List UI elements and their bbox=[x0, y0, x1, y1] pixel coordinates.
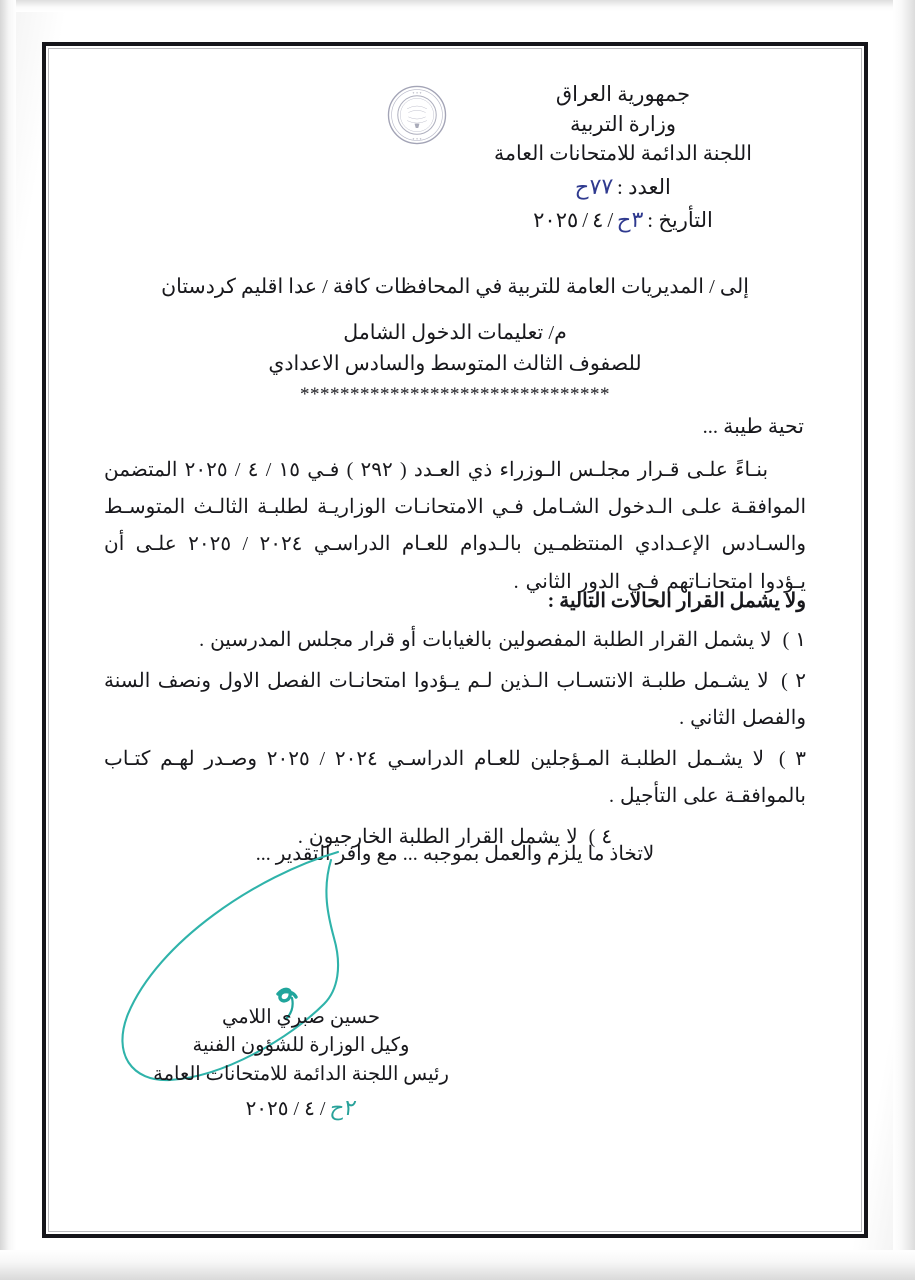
document-date-year: ٢٠٢٥ bbox=[533, 207, 579, 232]
list-item-number: ٤ ) bbox=[588, 825, 613, 848]
document-date-month: ٤ bbox=[592, 207, 604, 232]
signature-date-day: ٢ح bbox=[328, 1095, 359, 1121]
list-item bbox=[104, 741, 806, 814]
date-separator-2: / bbox=[582, 207, 589, 232]
svg-text:✦ ✦ ✦: ✦ ✦ ✦ bbox=[412, 90, 422, 95]
document-content-area bbox=[46, 46, 864, 1234]
addressee-line: إلى / المديريات العامة للتربية في المحافظات كافة / عدا اقليم كردستان bbox=[161, 276, 749, 298]
letterhead-committee: اللجنة الدائمة للامتحانات العامة bbox=[494, 142, 752, 165]
exceptions-list bbox=[104, 622, 806, 860]
signatory-title-1: وكيل الوزارة للشؤون الفنية bbox=[192, 1035, 410, 1057]
star-separator: ******************************* bbox=[300, 383, 610, 405]
list-item bbox=[104, 622, 806, 658]
signature-date-row bbox=[146, 1093, 456, 1125]
signatory-name: حسين صبري اللامي bbox=[221, 1007, 381, 1028]
reference-number-row bbox=[408, 172, 838, 203]
signature-date-separator-2: / bbox=[293, 1097, 300, 1120]
paper-edge-right bbox=[893, 0, 915, 1280]
subject-block bbox=[110, 318, 800, 409]
ministry-seal-icon bbox=[386, 84, 448, 146]
subject-line-2: للصفوف الثالث المتوسط والسادس الاعدادي bbox=[268, 352, 642, 375]
date-separator-1: / bbox=[607, 207, 614, 232]
letterhead-ministry: وزارة التربية bbox=[569, 111, 677, 136]
document-date-label: التأريخ : bbox=[647, 207, 713, 232]
list-item-number: ١ ) bbox=[782, 629, 806, 651]
subject-line-1: م/ تعليمات الدخول الشامل bbox=[343, 322, 567, 344]
paper-edge-top bbox=[0, 0, 915, 12]
paper-edge-left bbox=[0, 0, 16, 1280]
body-paragraph: بنـاءً علـى قـرار مجلـس الـوزراء ذي العـدد ( ٢٩٢ ) فـي ١٥ / ٤ / ٢٠٢٥ المتضمن الموافقـة علـى الـدخول الشـامل فـي الامتحانـات الوزاريـة لطلبـة الثالـث المتوسـط والسـادس الإعـدادي المنتظمـين بالـدوام للعـام الدراسـي ٢٠٢٤ / ٢٠٢٥ علـى أن يـؤدوا امتحانـاتهم فـي الدور الثاني . bbox=[104, 459, 807, 593]
signature-date-month: ٤ bbox=[304, 1097, 315, 1120]
paper-edge-bottom bbox=[0, 1250, 915, 1280]
list-item-number: ٣ ) bbox=[778, 748, 806, 771]
svg-text:✦ ✦ ✦: ✦ ✦ ✦ bbox=[412, 136, 422, 141]
greeting-line: تحية طيبة ... bbox=[702, 416, 804, 438]
signature-date-year: ٢٠٢٥ bbox=[245, 1097, 289, 1120]
list-item-number: ٢ ) bbox=[781, 670, 807, 693]
document-border-frame bbox=[42, 42, 868, 1238]
list-item-text: لا يشمل القرار الطلبة الخارجيون . bbox=[297, 825, 578, 848]
exceptions-heading: ولا يشمل القرار الحالات التالية : bbox=[547, 590, 806, 612]
document-date-row bbox=[408, 205, 838, 236]
reference-number-value: ٧٧ح bbox=[574, 174, 614, 201]
signatory-title-2: رئيس اللجنة الدائمة للامتحانات العامة bbox=[153, 1063, 449, 1085]
document-date-day: ٣ح bbox=[616, 207, 645, 234]
body-paragraph-block bbox=[104, 452, 806, 601]
reference-number-label: العدد : bbox=[617, 174, 671, 199]
list-item bbox=[104, 663, 806, 736]
letterhead-country: جمهورية العراق bbox=[555, 82, 691, 106]
closing-line: لاتخاذ ما يلزم والعمل بموجبه ... مع وافر التقدير ... bbox=[255, 843, 655, 865]
list-item-text: لا يشمل القرار الطلبة المفصولين بالغيابات أو قرار مجلس المدرسين . bbox=[199, 629, 772, 651]
letterhead bbox=[408, 80, 838, 236]
signature-date-separator-1: / bbox=[319, 1097, 326, 1120]
list-item-text: لا يشـمل الطلبـة المـؤجلين للعـام الدراسـي ٢٠٢٤ / ٢٠٢٥ وصـدر لهـم كتـاب بالموافقـة على التأجيل . bbox=[104, 748, 806, 807]
signature-block bbox=[146, 1004, 456, 1125]
list-item-text: لا يشـمل طلبـة الانتسـاب الـذين لـم يـؤدوا امتحانـات الفصل الاول ونصف السنة والفصل الثاني . bbox=[104, 670, 806, 729]
